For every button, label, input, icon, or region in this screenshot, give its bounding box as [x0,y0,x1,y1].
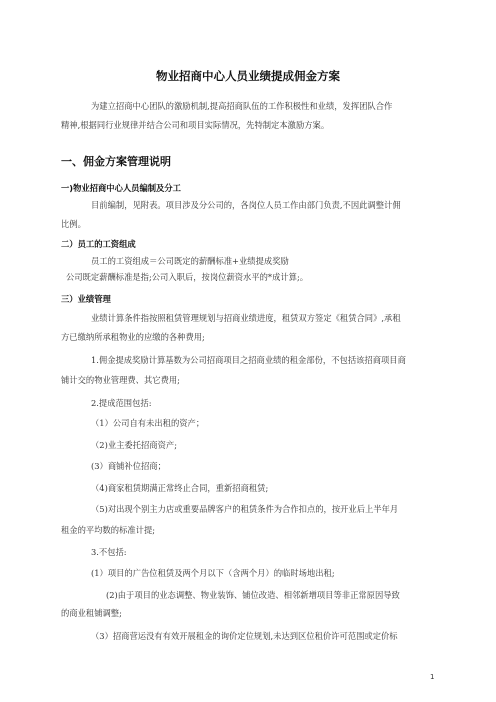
sub3-line-1: 业绩计算条件指按照租赁管理规划与招商业绩进度，租赁双方签定《租赁合同》,承租 [91,313,401,323]
sub3-line-14: (2)由于项目的业态调整、物业装饰、铺位改造、相邻新增项目等非正常原因导致 [106,590,400,600]
sub1-line-2: 比例。 [61,219,86,229]
sub3-line-13: (1）项目的广告位租赁及两个月以下（含两个月）的临时场地出租; [91,568,335,578]
sub3-line-15: 的商业租铺调整; [61,608,122,618]
sub3-line-3: 1.佣金提成奖励计算基数为公司招商项目之招商业绩的租金部份，不包括该招商项目商 [91,355,406,365]
intro-line-2: 精神,根据同行业规律并结合公司和项目实际情况，先特制定本激励方案。 [61,120,330,130]
sub3-line-12: 3.不包括: [91,547,127,557]
sub2-line-2: 公司既定薪酬标准是指;公司入职后，按岗位薪资水平的*成计算;。 [66,272,309,282]
document-title: 物业招商中心人员业绩提成佣金方案 [156,69,340,83]
sub3-line-16: （3）招商营运没有有效开展租金的询价定位规划,未达到区位租价许可范围或定价标 [91,631,398,641]
sub3-line-5: 2.提成范围包括: [91,398,152,408]
page-number: 1 [430,673,435,681]
subheading-1: 一)物业招商中心人员编制及分工 [61,183,181,193]
sub3-line-10: （5)对出现个别主力店或重要品牌客户的租赁条件为合作扣点的，按开业后上半年月 [91,504,399,514]
subheading-2: 二）员工的工资组成 [61,239,136,249]
subheading-3: 三）业绩管理 [61,294,111,304]
sub3-line-4: 铺计交的物业管理费、其它费用; [61,375,180,385]
sub3-line-6: （1）公司自有未出租的资产； [91,418,205,428]
sub2-line-1: 员工的工资组成＝公司既定的薪酬标准+业绩提成奖励 [91,256,289,266]
sub3-line-11: 租金的平均数的标准计提; [61,525,156,535]
section-heading-1: 一、佣金方案管理说明 [61,155,171,168]
sub3-line-2: 方已缴纳所承租物业的应缴的各种费用; [61,332,205,342]
sub1-line-1: 目前编制，见附表。项目涉及分公司的，各岗位人员工作由部门负责,不因此调整计佣 [91,200,401,210]
sub3-line-8: (3）商铺补位招商； [91,461,166,471]
sub3-line-7: （2)业主委托招商资产; [91,440,177,450]
intro-line-1: 为建立招商中心团队的激励机制,提高招商队伍的工作积极性和业绩，发挥团队合作 [91,101,393,111]
sub3-line-9: （4)商家租赁期满正常终止合同，重新招商租赁; [91,483,269,493]
